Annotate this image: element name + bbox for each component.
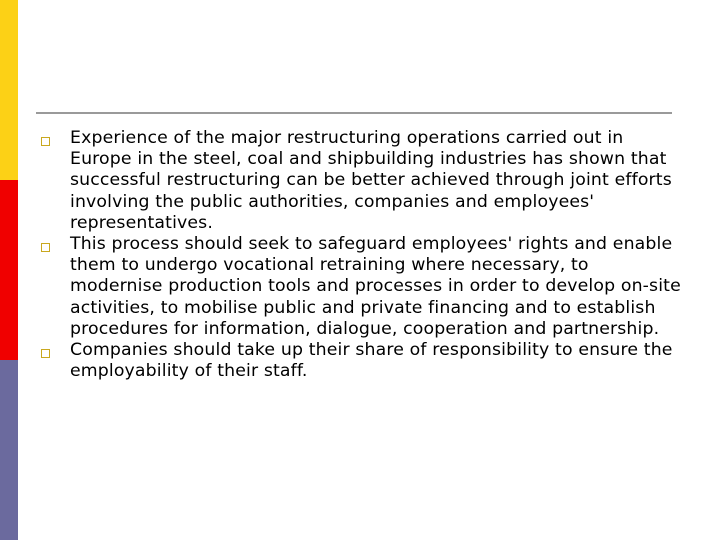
hollow-square-bullet-icon [41,137,50,146]
bullet-text: This process should seek to safeguard employees' rights and enable them to undergo vocational retraining where necessary, to modernise production tools and processes in order to develop on-site activities, to mobilise public and private financing and to establish procedures for information, dialogue, cooperation and partnership. [70,234,681,339]
accent-stripe-red [0,180,18,360]
hollow-square-bullet-icon [41,243,50,252]
bullet-text: Experience of the major restructuring operations carried out in Europe in the steel, coal and shipbuilding industries has shown that successful restructuring can be better achieved through joint efforts involving the public authorities, companies and employees' representatives. [70,128,672,233]
accent-stripe-blue [0,360,18,540]
bullet-item [36,128,684,234]
title-divider [36,112,672,114]
accent-stripe-yellow [0,0,18,180]
hollow-square-bullet-icon [41,349,50,358]
slide-body [36,128,684,382]
bullet-item [36,340,684,382]
bullet-text: Companies should take up their share of responsibility to ensure the employability of their staff. [70,340,673,382]
bullet-item [36,234,684,340]
